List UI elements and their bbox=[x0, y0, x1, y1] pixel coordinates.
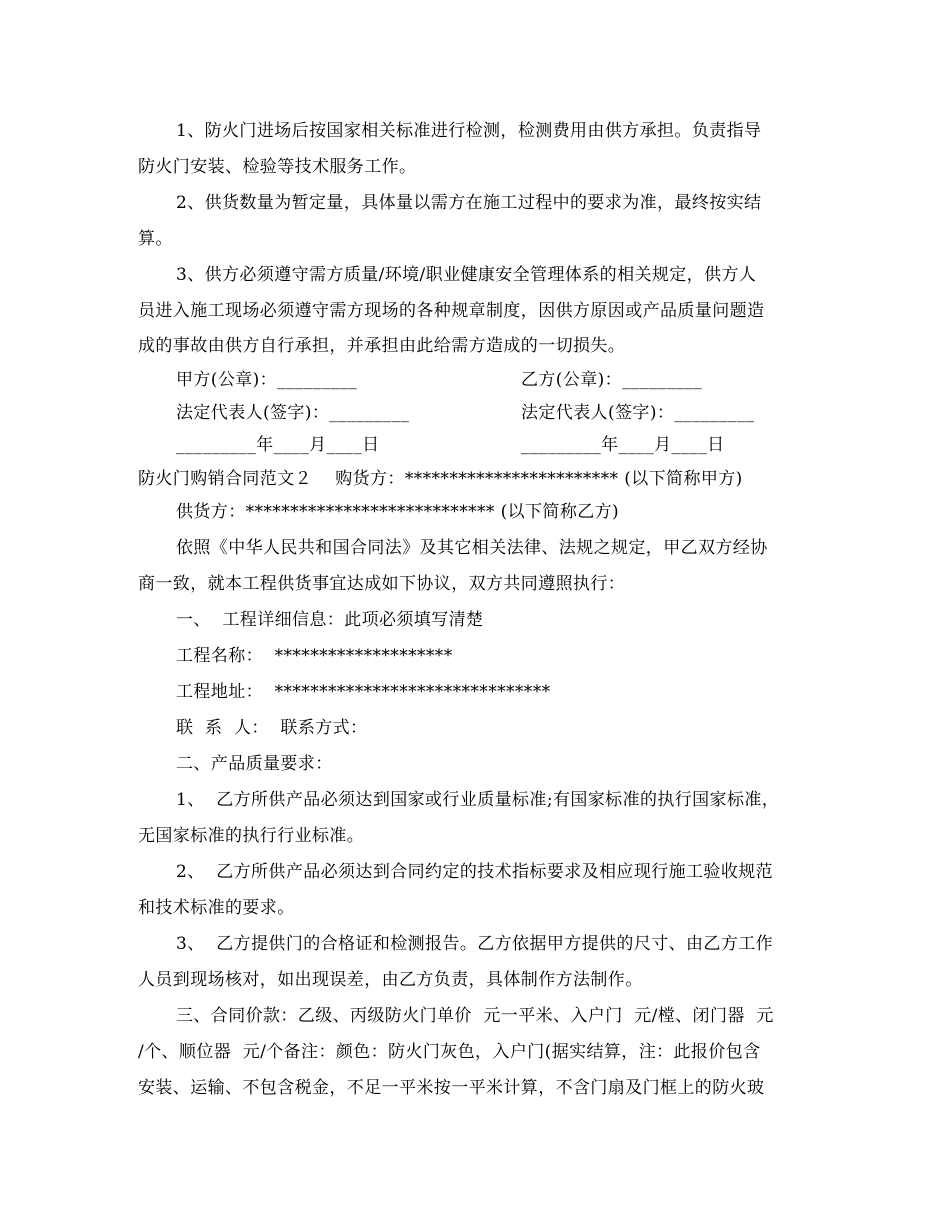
paragraph-line: 员进入施工现场必须遵守需方现场的各种规章制度，因供方原因或产品质量问题造 bbox=[138, 301, 765, 321]
paragraph-line: 人员到现场核对，如出现误差，由乙方负责，具体制作方法制作。 bbox=[138, 970, 643, 990]
paragraph-line: /个、顺位器 元/个备注：颜色：防火门灰色，入户门(据实结算，注：此报价包含 bbox=[138, 1042, 761, 1062]
paragraph-line: 一、 工程详细信息：此项必须填写清楚 bbox=[176, 610, 484, 630]
paragraph-line: 工程名称： ******************** bbox=[176, 646, 453, 666]
paragraph-line: 1、 乙方所供产品必须达到国家或行业质量标准;有国家标准的执行国家标准， bbox=[176, 790, 780, 810]
paragraph-line: 三、合同价款：乙级、丙级防火门单价 元一平米、入户门 元/樘、闭门器 元 bbox=[176, 1006, 774, 1026]
paragraph-line: 1、防火门进场后按国家相关标准进行检测，检测费用由供方承担。负责指导 bbox=[176, 121, 762, 141]
paragraph-line: 二、产品质量要求： bbox=[176, 754, 333, 774]
paragraph-line: 3、供方必须遵守需方质量/环境/职业健康安全管理体系的相关规定，供方人 bbox=[176, 265, 757, 285]
party-a-representative: 法定代表人(签字)：_________ bbox=[176, 403, 410, 423]
party-b-date: _________年____月____日 bbox=[521, 435, 725, 455]
paragraph-line: 成的事故由供方自行承担，并承担由此给需方造成的一切损失。 bbox=[138, 336, 626, 356]
paragraph-line: 防火门安装、检验等技术服务工作。 bbox=[138, 157, 417, 177]
paragraph-line: 无国家标准的执行行业标准。 bbox=[138, 826, 365, 846]
paragraph-line: 算。 bbox=[138, 229, 173, 249]
section-title-line: 防火门购销合同范文２ 购货方：************************ (以下简称甲方) bbox=[138, 469, 743, 489]
paragraph-line: 3、 乙方提供门的合格证和检测报告。乙方依据甲方提供的尺寸、由乙方工作 bbox=[176, 934, 774, 954]
party-b-representative: 法定代表人(签字)：_________ bbox=[521, 403, 755, 423]
paragraph-line: 安装、运输、不包含税金，不足一平米按一平米计算，不含门扇及门框上的防火玻 bbox=[138, 1078, 765, 1098]
party-a-date: _________年____月____日 bbox=[176, 435, 380, 455]
paragraph-line: 2、 乙方所供产品必须达到合同约定的技术指标要求及相应现行施工验收规范 bbox=[176, 862, 774, 882]
paragraph-line: 商一致，就本工程供货事宜达成如下协议，双方共同遵照执行： bbox=[138, 574, 626, 594]
paragraph-line: 工程地址： ******************************* bbox=[176, 682, 551, 702]
paragraph-line: 联 系 人： 联系方式： bbox=[176, 718, 368, 738]
paragraph-line: 供货方：**************************** (以下简称乙方) bbox=[176, 502, 620, 522]
party-a-seal: 甲方(公章)：_________ bbox=[176, 370, 358, 390]
party-b-seal: 乙方(公章)：_________ bbox=[521, 370, 703, 390]
paragraph-line: 依照《中华人民共和国合同法》及其它相关法律、法规之规定，甲乙双方经协 bbox=[176, 538, 768, 558]
paragraph-line: 2、供货数量为暂定量，具体量以需方在施工过程中的要求为准，最终按实结 bbox=[176, 193, 762, 213]
paragraph-line: 和技术标准的要求。 bbox=[138, 898, 295, 918]
